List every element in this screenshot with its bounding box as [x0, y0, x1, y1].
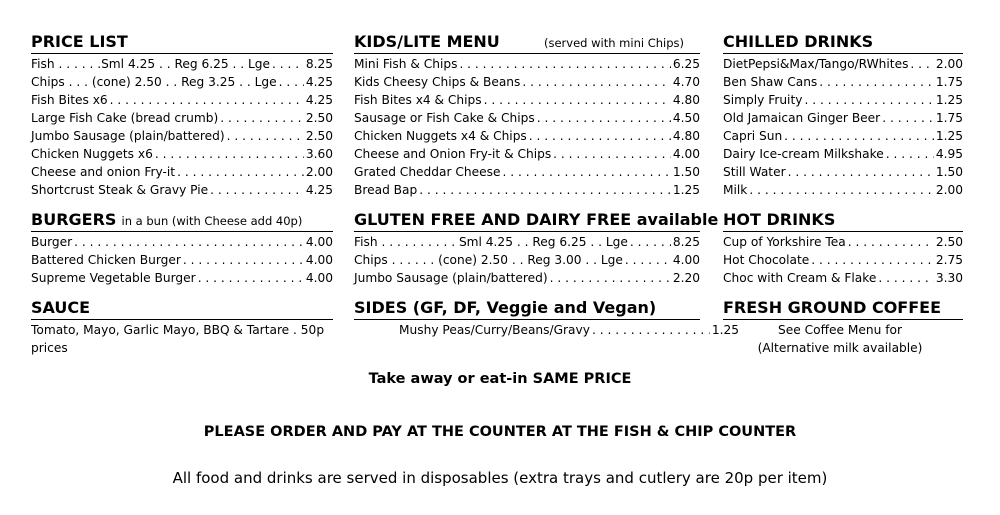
item-price: 4.00 [305, 253, 333, 267]
gluten-free-title: GLUTEN FREE AND DAIRY FREE available [354, 210, 719, 229]
item-price: 4.00 [672, 147, 700, 161]
menu-item [723, 145, 963, 163]
item-price: 4.00 [305, 235, 333, 249]
item-name: Chips . . . . . . (cone) 2.50 . . Reg 3.00 . . Lge [354, 253, 623, 267]
item-name: Fish . . . . . . . . . . Sml 4.25 . . Reg 6.25 . . Lge [354, 235, 628, 249]
item-name: Fish Bites x4 & Chips [354, 93, 482, 107]
menu-item [723, 127, 963, 145]
menu-item [354, 163, 700, 181]
menu-item [723, 55, 963, 73]
item-name: Cheese and Onion Fry-it & Chips [354, 147, 552, 161]
menu-item [31, 233, 333, 251]
item-price: 1.50 [672, 165, 700, 179]
burgers-subtitle: in a bun (with Cheese add 40p) [121, 214, 303, 228]
menu-item [31, 145, 333, 163]
leader-dots [784, 127, 934, 145]
item-price: 4.00 [672, 253, 700, 267]
menu-item [723, 233, 963, 251]
leader-dots [272, 55, 304, 73]
menu-item [354, 269, 700, 287]
item-price: 1.25 [935, 129, 963, 143]
hot-drinks-items [723, 233, 963, 287]
menu-item [354, 145, 700, 163]
menu-item [354, 55, 700, 73]
item-name: Cheese and onion Fry-it [31, 165, 176, 179]
coffee-title: FRESH GROUND COFFEE [723, 298, 942, 317]
item-price: 4.25 [305, 75, 333, 89]
coffee-line: See Coffee Menu for [778, 323, 902, 337]
item-name: Mini Fish & Chips [354, 57, 458, 71]
item-price: 4.95 [935, 147, 963, 161]
burgers-title: BURGERS [31, 210, 117, 229]
leader-dots [419, 181, 671, 199]
footer-line-1: Take away or eat-in SAME PRICE [368, 371, 632, 387]
item-name: Battered Chicken Burger [31, 253, 181, 267]
sauce-line: Tomato, Mayo, Garlic Mayo, BBQ & Tartare . 50p [31, 323, 325, 337]
leader-dots [110, 91, 304, 109]
item-price: 4.00 [305, 271, 333, 285]
sides-items [354, 321, 739, 339]
leader-dots [210, 181, 304, 199]
column-right [723, 30, 963, 357]
item-price: 3.30 [935, 271, 963, 285]
menu-item [31, 109, 333, 127]
item-price: 4.80 [672, 129, 700, 143]
item-name: Choc with Cream & Flake [723, 271, 877, 285]
sauce-header [31, 296, 333, 320]
item-price: 1.50 [935, 165, 963, 179]
item-name: Kids Cheesy Chips & Beans [354, 75, 521, 89]
hot-drinks-title: HOT DRINKS [723, 210, 836, 229]
item-name: Fish Bites x6 [31, 93, 108, 107]
item-name: Chicken Nuggets x6 [31, 147, 153, 161]
coffee-items [723, 321, 957, 357]
item-price: 2.00 [935, 183, 963, 197]
menu-item [31, 181, 333, 199]
item-name: Fish . . . . . .Sml 4.25 . . Reg 6.25 . . Lge [31, 57, 271, 71]
sides-title: SIDES (GF, DF, Veggie and Vegan) [354, 298, 657, 317]
leader-dots [848, 233, 934, 251]
coffee-line-2: (Alternative milk available) [757, 341, 923, 355]
leader-dots [522, 73, 670, 91]
item-price: 2.00 [935, 57, 963, 71]
item-price: 8.25 [672, 235, 700, 249]
kids-menu-note: (served with mini Chips) [544, 36, 684, 50]
price-list-items [31, 55, 333, 199]
item-price: 4.80 [672, 93, 700, 107]
item-name: Jumbo Sausage (plain/battered) [31, 129, 225, 143]
menu-item [31, 127, 333, 145]
menu-item [723, 251, 963, 269]
item-price: 4.50 [672, 111, 700, 125]
leader-dots [625, 251, 671, 269]
item-price: 2.20 [672, 271, 700, 285]
menu-item [723, 73, 963, 91]
item-name: Grated Cheddar Cheese [354, 165, 501, 179]
item-name: Simply Fruity [723, 93, 803, 107]
item-price: 2.75 [935, 253, 963, 267]
item-name: Large Fish Cake (bread crumb) [31, 111, 219, 125]
item-name: Old Jamaican Ginger Beer [723, 111, 881, 125]
item-name: Chicken Nuggets x4 & Chips [354, 129, 527, 143]
leader-dots [878, 269, 934, 287]
menu-item [31, 251, 333, 269]
item-price: 4.25 [305, 93, 333, 107]
item-name: Hot Chocolate [723, 253, 810, 267]
gluten-free-items [354, 233, 700, 287]
menu-item [354, 181, 700, 199]
item-price: 1.25 [711, 323, 739, 337]
leader-dots [183, 251, 304, 269]
item-price: 6.25 [672, 57, 700, 71]
item-name: Sausage or Fish Cake & Chips [354, 111, 535, 125]
item-price: 1.25 [935, 93, 963, 107]
leader-dots [279, 73, 304, 91]
item-price: 8.25 [305, 57, 333, 71]
item-price: 1.75 [935, 111, 963, 125]
kids-menu-items [354, 55, 700, 199]
leader-dots [811, 251, 934, 269]
menu-item [354, 321, 739, 339]
leader-dots [177, 163, 304, 181]
item-price: 4.25 [305, 183, 333, 197]
kids-menu-header [354, 30, 700, 54]
leader-dots [74, 233, 304, 251]
chilled-drinks-items [723, 55, 963, 199]
item-name: Jumbo Sausage (plain/battered) [354, 271, 548, 285]
leader-dots [550, 269, 671, 287]
menu-item [31, 91, 333, 109]
chilled-drinks-header [723, 30, 963, 54]
item-price: 1.25 [672, 183, 700, 197]
leader-dots [630, 233, 671, 251]
sauce-line-2: prices [31, 341, 68, 355]
leader-dots [529, 127, 671, 145]
price-list-header [31, 30, 333, 54]
leader-dots [227, 127, 304, 145]
menu-item [723, 269, 963, 287]
menu-item [354, 73, 700, 91]
footer-line-2: PLEASE ORDER AND PAY AT THE COUNTER AT THE FISH & CHIP COUNTER [203, 424, 797, 440]
menu-item [354, 251, 700, 269]
column-left [31, 30, 333, 357]
menu-item [723, 109, 963, 127]
menu-item [31, 269, 333, 287]
leader-dots [804, 91, 933, 109]
coffee-header [723, 296, 963, 320]
sauce-title: SAUCE [31, 298, 91, 317]
menu-item [354, 109, 700, 127]
item-price: 4.70 [672, 75, 700, 89]
item-price: 3.60 [305, 147, 333, 161]
leader-dots [882, 109, 934, 127]
item-name: Ben Shaw Cans [723, 75, 818, 89]
leader-dots [198, 269, 304, 287]
item-price: 1.75 [935, 75, 963, 89]
chilled-drinks-title: CHILLED DRINKS [723, 32, 874, 51]
item-price: 2.00 [305, 165, 333, 179]
sides-header [354, 296, 700, 320]
leader-dots [819, 73, 934, 91]
leader-dots [484, 91, 671, 109]
menu-item [723, 181, 963, 199]
leader-dots [592, 321, 710, 339]
menu-item [31, 55, 333, 73]
hot-drinks-header [723, 208, 963, 232]
item-price: 2.50 [935, 235, 963, 249]
leader-dots [910, 55, 933, 73]
sauce-items [31, 321, 333, 357]
footer-line-3: All food and drinks are served in disposables (extra trays and cutlery are 20p per item) [172, 469, 828, 487]
item-price: 2.50 [305, 111, 333, 125]
item-name: Milk [723, 183, 748, 197]
kids-menu-title: KIDS/LITE MENU [354, 32, 500, 51]
burgers-header [31, 208, 333, 232]
item-price: 2.50 [305, 129, 333, 143]
leader-dots [155, 145, 304, 163]
leader-dots [459, 55, 670, 73]
menu-item [31, 163, 333, 181]
menu-item [354, 233, 700, 251]
burgers-items [31, 233, 333, 287]
item-name: Bread Bap [354, 183, 418, 197]
menu-item [31, 73, 333, 91]
item-name: Shortcrust Steak & Gravy Pie [31, 183, 209, 197]
item-name: Dairy Ice-cream Milkshake [723, 147, 884, 161]
leader-dots [749, 181, 934, 199]
item-name: Supreme Vegetable Burger [31, 271, 196, 285]
leader-dots [537, 109, 671, 127]
item-name: Burger [31, 235, 73, 249]
price-list-title: PRICE LIST [31, 32, 128, 51]
leader-dots [553, 145, 671, 163]
leader-dots [788, 163, 934, 181]
item-name: Mushy Peas/Curry/Beans/Gravy [399, 323, 590, 337]
item-name: Still Water [723, 165, 786, 179]
leader-dots [220, 109, 304, 127]
menu-item [723, 163, 963, 181]
item-name: Chips . . . (cone) 2.50 . . Reg 3.25 . . Lge [31, 75, 277, 89]
leader-dots [886, 145, 934, 163]
item-name: Cup of Yorkshire Tea [723, 235, 846, 249]
menu-item [354, 127, 700, 145]
menu-item [354, 91, 700, 109]
menu-item [723, 91, 963, 109]
leader-dots [502, 163, 670, 181]
item-name: DietPepsi&Max/Tango/RWhites [723, 57, 909, 71]
item-name: Capri Sun [723, 129, 783, 143]
gluten-free-header [354, 208, 719, 232]
